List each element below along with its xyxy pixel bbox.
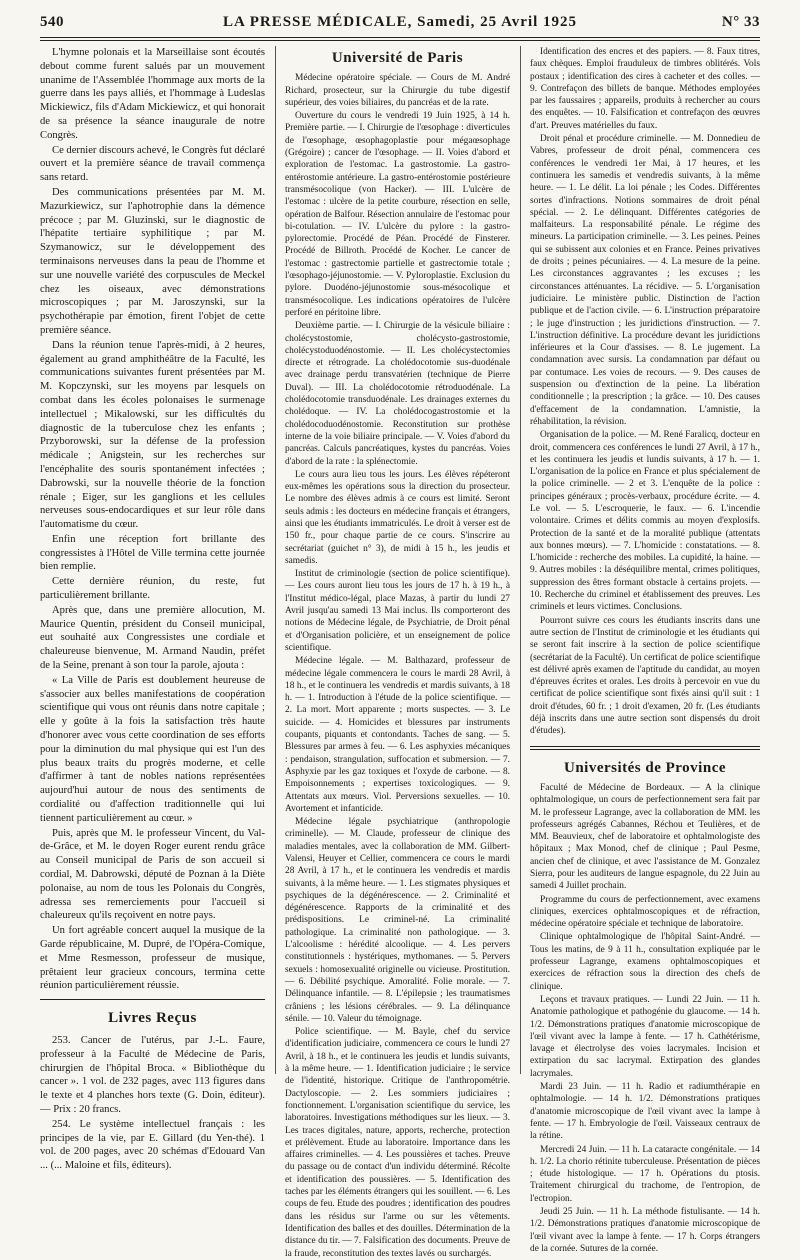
paragraph: Police scientifique. — M. Bayle, chef du service d'identification judiciaire, commencera ce cours le lundi 27 Avril, à 18 h., et le continuera les jeudis et lundis suivants, à la même heure. — 1. Identification judiciaire ; le service de l'identité, historique. Critique de l'anthropométrie. Dactyloscopie. — 2. Les sommiers judiciaires ; fonctionnement. L'organisation scientifique du service, les laboratoires. Investigations méthodiques sur les lieux. — 3. Les traces digitales, nature, apports, recherche, protection et prélèvement. Etude au laboratoire. Importance dans les affaires criminelles. — 4. Les poussières et taches. Preuve du passage ou de contact d'un individu déterminé. Récolte et identification des poussières. — 5. Identification des taches par les éléments étrangers qui les souillent. — 6. Les coups de feu. Etude des poudres ; identification des poudres dans les résidus sur l'arme ou sur les vêtements. Identification des balles et des douilles. Détermination de la distance du tir. — 7. Falsification des documents. Preuve de la fraude, reconstitution des textes lavés ou surchargés.: [285, 1027, 510, 1259]
paragraph: Ce dernier discours achevé, le Congrès fut déclaré ouvert et la première séance de travail commença sans retard.: [40, 144, 265, 184]
universite-paris-title: Université de Paris: [331, 50, 464, 66]
page-header: [40, 14, 760, 36]
paragraph: Ouverture du cours le vendredi 19 Juin 1925, à 14 h. Première partie. — I. Chirurgie de l'œsophage : diverticules de l'œsophage, œsophagoplastie pour mégaœsophage (Grégoire) ; cancer de l'œsophage. — II. Voies d'abord et exploration de l'estomac. La gastrostomie. La gastro-entérostomie antérieure. La gastro-entérostomie postérieure transmésocolique (von Hacker). — III. L'ulcère de l'estomac : ulcère de la petite courbure, résection en selle, opération de Balfour. Résection annulaire de l'estomac pour bi-cotulation. — IV. L'ulcère du pylore : la gastro-pylorectomie. Procédé de Péan. Procédé de Finsterer. Procédé de Billroth. Procédé de Kocher. Le cancer de l'estomac : gastrectomie partielle et gastrectomie totale ; l'œsophago-jéjunostomie. — V. Pyloroplastie. Exclusion du pylore. Duodéno-jéjunostomie sous-mésocolique et transmésocolique. Les indications opératoires de l'ulcère perforé en péritoine libre.: [285, 111, 510, 318]
paragraph: Puis, après que M. le professeur Vincent, du Val-de-Grâce, et M. le doyen Roger eurent rendu grâce au Conseil municipal de Paris de son accueil si cordial, M. Dabrowski, député de Poznan à la Diète polonaise, au nom de tous les Polonais du Congrès, adressa ses remerciements pour l'accueil si chaleureux qu'ils reçoivent en notre pays.: [40, 827, 265, 922]
paragraph: « La Ville de Paris est doublement heureuse de s'associer aux belles manifestations de coopération scientifique qui vous ont réunis dans notre capitale ; elle y goûte à la fois la satisfaction très haute d'honorer avec vous cette coordination de ses efforts pour la diminution du mal physique qui est l'un des plus beaux traits du progrès moderne, et celle d'affirmer à tant de nobles nations représentées aujourd'hui autour de nous des sentiments de cordialité ou d'affection traditionnelle qui lui tiennent particulièrement au cœur. »: [40, 674, 265, 824]
paragraph: Après que, dans une première allocution, M. Maurice Quentin, président du Conseil municipal, eut souhaité aux Congressistes une cordiale et chaleureuse bienvenue, M. Armand Naudin, préfet de la Seine, prenant à son tour la parole, ajouta :: [40, 604, 265, 672]
paragraph: Médecine légale. — M. Balthazard, professeur de médecine légale commencera le cours le mardi 28 Avril, à 18 h., et le continuera les vendredis et mardis suivants, à 18 h. — 1. Introduction à l'étude de la police scientifique. — 2. La mort. Mort apparente ; morts suspectes. — 3. Le suicide. — 4. Homicides et blessures par instruments coupants, piquants et contondants. Taches de sang. — 5. Blessures par armes à feu. — 6. Les asphyxies mécaniques : pendaison, strangulation, suffocation et submersion. — 7. Asphyxie par les gaz toxiques et l'oxyde de carbone. — 8. Empoisonnements ; expertises toxicologiques. — 9. Attentats aux mœurs. Viol. Perversions sexuelles. — 10. Avortement et infanticide.: [285, 656, 510, 814]
paragraph: Cette dernière réunion, du reste, fut particulièrement brillante.: [40, 576, 265, 602]
paragraph: Médecine légale psychiatrique (anthropologie criminelle). — M. Claude, professeur de clinique des maladies mentales, avec la collaboration de MM. Gilbert-Valensi, Heuyer et Cellier, commencera ce cours le mardi 28 Avril, à 17 h., et le continuera les vendredis et mardis suivants, à la même heure. — 1. Les stigmates physiques et psychiques de la dégénérescence. — 2. Criminalité et dégénérescence. Rapports de la criminalité et des prédispositions. Le criminel-né. La criminalité pathologique. La criminalité non pathologique. — 3. L'alcoolisme : hérédité alcoolique. — 4. Les pervers constitutionnels : hystériques, mythomanes. — 5. Pervers sexuels : homosexualité originelle ou vicieuse. Prostitution. — 6. Débilité psychique. Amoralité. Folie morale. — 7. Délinquance infantile. — 8. L'épilepsie ; les traumatismes crâniens ; les lésions cérébrales. — 9. La délinquance sénile. — 10. Valeur du témoignage.: [285, 817, 510, 1024]
column-2: [285, 46, 510, 1259]
issue-number: N° 33: [721, 14, 760, 30]
paragraph: Le cours aura lieu tous les jours. Les élèves répéteront eux-mêmes les opérations sous la direction du prosecteur. Le nombre des élèves admis à ce cours est limité. Seront seuls admis : les docteurs en médecine français et étrangers, ainsi que les étudiants immatriculés. Le droit à verser est de 150 fr., pour chaque partie de ce cours. S'inscrire au secrétariat (guichet n° 3), de midi à 15 h., les jeudis et samedis.: [285, 469, 510, 566]
journal-title: LA PRESSE MÉDICALE, Samedi, 25 Avril 1925: [222, 14, 578, 30]
book-entry: 254. Le système intellectuel français : les principes de la vie, par E. Gillard (du Yen-thé). 1 vol. de 200 pages, avec 20 schémas d'Edouard Van ... (... Maloine et fils, éditeurs).: [40, 1118, 265, 1172]
paragraph: Deuxième partie. — I. Chirurgie de la vésicule biliaire : cholécystostomie, cholécysto-gastrostomie, cholécystoduodénostomie. — II. Les cholécystectomies directe et rétrograde. La cholédocotomie sus-duodénale avec drainage perdu transvatérien (technique de Pierre Duval). — III. La cholédocotomie rétroduodénale. La cholédocotomie transduodénale. Les drainages externes du cholédoque. — IV. La cholédocogastrostomie et la cholédocoduodénostomie. Reconstitution sur prothèse interne de la voie biliaire principale. — V. Voies d'abord du pancréas. Calculs pancréatiques, kystes du pancréas. Voies d'abord de la rate : la splénectomie.: [285, 321, 510, 467]
livres-recus-title: Livres Reçus: [108, 1010, 197, 1027]
paragraph: Mardi 23 Juin. — 11 h. Radio et radiumthérapie en ophtalmologie. — 14 h. 1/2. Démonstrations pratiques d'anatomie microscopique de l'œil vivant avec la lampe à fente. — 17 h. Embryologie de l'œil. Vaisseaux centraux de la rétine.: [530, 1082, 760, 1142]
paragraph: Leçons et travaux pratiques. — Lundi 22 Juin. — 11 h. Anatomie pathologique et pathogénie du glaucome. — 14 h. 1/2. Démonstrations pratiques d'anatomie microscopique de l'œil vivant avec la lampe à fente. — 17 h. Cathétérisme, lavage et électrolyse des voies lacrymales. Incision et extirpation du sac lacrymal. Extirpation des glandes lacrymales.: [530, 994, 760, 1079]
paragraph: Des communications présentées par M. M. Mazurkiewicz, sur l'aphotrophie dans la démence précoce ; par M. Gluzinski, sur le diagnostic de l'hépatite tertiaire syphilitique ; par M. Szymanowicz, sur le développement des terminaisons nerveuses dans la peau de l'homme et sur une nouvelle variété des corpuscules de Meckel chez les oiseaux, avec démonstrations microscopiques ; par M. Jaroszynski, sur la psychothérapie par émotion, firent l'objet de cette première séance.: [40, 186, 265, 336]
page-number: 540: [40, 14, 64, 30]
column-divider: [275, 46, 276, 1074]
paragraph: Organisation de la police. — M. René Faralicq, docteur en droit, commencera ces conférences le lundi 27 Avril, à 17 h., et les continuera les jeudis et lundis suivants, à 17 h. — 1. L'organisation de la police en France et plus spécialement de la police criminelle. — 2 et 3. L'enquête de la police : principes généraux ; procès-verbaux, procédure écrite. — 4. Le vol. — 5. L'escroquerie, le faux. — 6. L'incendie volontaire. Crimes et délits commis au moyen d'explosifs. Protection de la santé et de la moralité publique (attentats aux bonnes mœurs). — 7. L'homicide : constatations. — 8. L'homicide : recherche des mobiles. La cupidité, la haine. — 9. Autres mobiles : la déséquilibre mental, crimes politiques, suppression des êtres formant obstacle à certains projets. — 10. Recherche du criminel et établissement des preuves. Les criminels et leurs victimes. Conclusions.: [530, 430, 760, 613]
book-entry: 253. Cancer de l'utérus, par J.-L. Faure, professeur à la Faculté de Médecine de Paris, chirurgien de l'hôpital Broca. « Bibliothèque du cancer ». 1 vol. de 232 pages, avec 113 figures dans le texte et 4 planches hors texte (G. Doin, éditeur). — Prix : 20 francs.: [40, 1034, 265, 1115]
header-rule: [40, 37, 760, 38]
column-1: [40, 46, 265, 1172]
paragraph: L'hymne polonais et la Marseillaise sont écoutés debout comme furent salués par un mouvement unanime de l'Assemblée l'hommage aux morts de la guerre dans les pays alliés, et l'hommage à Ludeslas Mickiewicz, fils d'Adam Mickiewicz, et qui honorait de sa présence la séance inaugurale de notre Congrès.: [40, 47, 265, 141]
paragraph: Clinique ophtalmologique de l'hôpital Saint-André. — Tous les matins, de 9 à 11 h., consultation expliquée par le professeur Lagrange, examens ophtalmoscopiques et exercices de réfraction sous la direction des chefs de clinique.: [530, 932, 760, 992]
header-rule-2: [40, 40, 760, 41]
paragraph: Un fort agréable concert auquel la musique de la Garde républicaine, M. Dupré, de l'Opéra-Comique, et Mme Resmesson, professeur de musique, prêtaient leur gracieux concours, termina cette réunion particulièrement réussie.: [40, 925, 265, 992]
paragraph: Faculté de Médecine de Bordeaux. — A la clinique ophtalmologique, un cours de perfectionnement sera fait par M. le professeur Lagrange, avec la collaboration de MM. les professeurs agrégés Cabannes, Réchou et Teulières, et de MM. Beauvieux, chef de laboratoire et ophtalmologiste des hôpitaux ; Max Monod, chef de clinique ; Paul Pesme, ancien chef de clinique, et avec l'assistance de M. Gonzalez Sierra, pour les auditeurs de langue espagnole, du 22 Juin au samedi 4 Juillet prochain.: [530, 782, 760, 892]
paragraph: Institut de criminologie (section de police scientifique). — Les cours auront lieu tous les jours de 17 h. à 19 h., à l'Institut médico-légal, place Mazas, à partir du lundi 27 Avril jusqu'au samedi 13 Mai inclus. Ils comporteront des notions de Médecine légale, de Psychiatrie, de Droit pénal et d'Organisation policière, et un enseignement de police scientifique.: [285, 569, 510, 653]
paragraph: Jeudi 25 Juin. — 11 h. La méthode fistulisante. — 14 h. 1/2. Démonstrations pratiques d'anatomie microscopique de l'œil vivant avec la lampe à fente. — 17 h. Corps étrangers de la cornée. Sutures de la cornée.: [530, 1207, 760, 1254]
paragraph: Programme du cours de perfectionnement, avec examens cliniques, exercices ophtalmoscopiques et de réfraction, médecine opératoire spéciale et technique de laboratoire.: [530, 894, 760, 930]
paragraph: Identification des encres et des papiers. — 8. Faux titres, faux chèques. Emploi frauduleux de timbres oblitérés. Vols postaux ; identification des cires à cacheter et des colles. — 9. Contrefaçon des billets de banque. Méthodes employées par les faussaires ; appareils, produits à rechercher au cours des enquêtes. — 10. Falsification et contrefaçon des œuvres d'art. Preuves matérielles du faux.: [530, 47, 760, 131]
paragraph: Dans la réunion tenue l'après-midi, à 2 heures, également au grand amphithéâtre de la Faculté, les communications suivantes furent présentées par M. M. Kopczynski, sur les moyens par lesquels on combat dans les écoles polonaises le surmenage intellectuel ; Mikalowski, sur les difficultés du diagnostic de la tuberculose chez les enfants ; Przyborowski, sur la défense de la profession médicale ; Anigstein, sur les recherches sur l'encéphalite des souris spontanément infectées ; Dabrowski, sur la nouvelle théorie de la fonction rénale ; Eiger, sur les ganglions et les cellules nerveuses sous-endocardiques et sur leur rôle dans l'automatisme du cœur.: [40, 339, 265, 531]
paragraph: Pourront suivre ces cours les étudiants inscrits dans une autre section de l'Institut de criminologie et les étudiants qui se seront fait inscrire à la section de police scientifique (secrétariat de la Faculté). Un certificat de police scientifique est délivré après examen de l'aptitude du candidat, au moyen d'épreuves écrites et orales. Les droits à percevoir en vue du certificat de police scientifique sont fixés ainsi qu'il suit : 1 droit d'études, 60 fr. ; 1 droit d'examen, 20 fr. (Les étudiants déjà inscrits dans une autre section sont dispensés du droit d'études).: [530, 615, 760, 737]
section-rule: [530, 746, 760, 750]
universites-province-title: Universités de Province: [563, 759, 727, 776]
section-rule: [40, 999, 265, 1000]
paragraph: Mercredi 24 Juin. — 11 h. La cataracte congénitale. — 14 h. 1/2. La chorio rétinite tuberculeuse. Présentation de pièces ; étude histologique. — 17 h. Opérations du ptosis. Traitement chirurgical du trachome, de l'entropion, de l'ectropion.: [530, 1144, 760, 1204]
paragraph: Médecine opératoire spéciale. — Cours de M. André Richard, prosecteur, sur la Chirurgie du tube digestif supérieur, des voies biliaires, du pancréas et de la rate.: [285, 73, 510, 108]
paragraph: Enfin une réception fort brillante des congressistes à l'Hôtel de Ville termina cette journée bien remplie.: [40, 533, 265, 573]
column-3: [530, 46, 760, 1254]
paragraph: Droit pénal et procédure criminelle. — M. Donnedieu de Vabres, professeur de droit pénal, commencera ces conférences le vendredi 1er Mai, à 17 heures, et les continuera les samedis et vendredis suivants, à la même heure. — 1. Le délit. La loi pénale ; les Codes. Différentes sortes d'infractions. Notions sommaires de droit pénal spécial. — 2. Le délinquant. Différentes catégories de malfaiteurs. La responsabilité pénale. Le régime des mineurs. La participation criminelle. — 3. Les peines. Peines qui se subissent aux colonies et en France. Peines privatives de droits ; peines pécuniaires. — 4. La mesure de la peine. Les circonstances aggravantes ; les excuses ; les circonstances atténuantes. La récidive. — 5. L'organisation judiciaire. Le ministère public. Distinction de l'action publique et de l'action civile. — 6. L'instruction préparatoire ; le juge d'instruction ; les juridictions d'instruction. — 7. L'instruction définitive. La procédure devant les juridictions inférieures et la Cour d'assises. — 8. Le jugement. La condamnation avec sursis. La condamnation par défaut ou par contumace. Les voies de recours. — 9. Des causes de suspension ou d'extinction de la peine. La libération conditionnelle ; la prescription ; la grâce. — 10. Des causes d'effacement de la condamnation. L'amnistie, la réhabilitation, la révision.: [530, 134, 760, 427]
column-divider: [520, 46, 521, 1074]
